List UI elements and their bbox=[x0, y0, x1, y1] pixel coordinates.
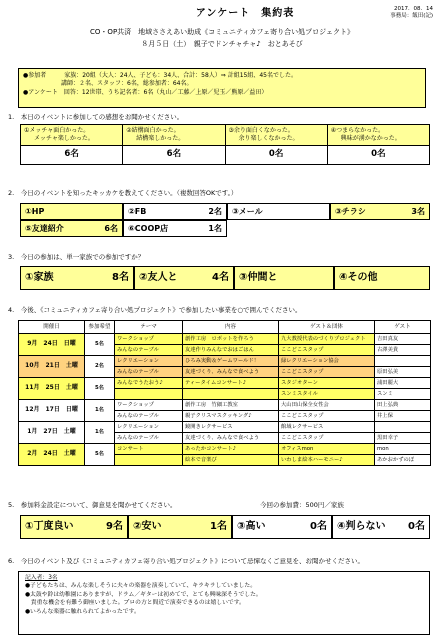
q4-guest-org: 九大教授代表のづくりプロジェクト bbox=[279, 334, 375, 345]
q4-theme: みんなのテーブル bbox=[115, 345, 183, 356]
q4-guest: 原田弘美 bbox=[375, 367, 431, 378]
q4-count: 5名 bbox=[85, 378, 115, 400]
q4-guest: 田上弘典 bbox=[375, 400, 431, 411]
report-date: 2017．08．14 bbox=[394, 6, 433, 12]
q6-question: 6. 今日のイベント及び《コミュニティカフェ寄り合い処プロジェクト》について忌憚なくご意見を、お聞かせください。 bbox=[8, 558, 364, 565]
q1-count-4: 0名 bbox=[327, 146, 429, 164]
page-title: アンケート 集約表 bbox=[195, 8, 295, 19]
q4-guest-org: スンミスタイル bbox=[279, 389, 375, 400]
q4-header-count: 参加希望 bbox=[85, 321, 115, 334]
q2-option-mail: ③メール bbox=[227, 203, 330, 220]
q4-theme: レクリエーション bbox=[115, 422, 183, 433]
q4-guest-org: スタジオターン bbox=[279, 378, 375, 389]
q4-count: 1名 bbox=[85, 422, 115, 444]
q3-option-friends: ②友人と 4名 bbox=[134, 266, 234, 290]
q6-comment-2: ●太鼓や鈴は幼稚園にありますが、ドラム／ギターは初めてで、とても興味深そうでした。 bbox=[25, 591, 262, 598]
q5-row bbox=[20, 515, 430, 539]
q2-option-fb: ②FB 2名 bbox=[123, 203, 227, 220]
q1-option-2: ②結構面白かった。 結構楽しかった。 bbox=[123, 125, 225, 146]
q4-guest-org: オフィスmon bbox=[279, 444, 375, 455]
q4-theme: ワークショップ bbox=[115, 400, 183, 411]
q4-guest: 井上保 bbox=[375, 411, 431, 422]
q6-comments-box bbox=[18, 571, 430, 635]
q4-content: 絵本で音楽び bbox=[183, 455, 279, 466]
subtitle-project: CO・OP共済 地域ささえあい助成《コミュニティカフェ寄り合い処プロジェクト》 bbox=[90, 28, 354, 36]
q4-guest: 黒田幸子 bbox=[375, 433, 431, 444]
q4-guest-org: ここどこスタップ bbox=[279, 411, 375, 422]
q2-option-friend: ⑤友達紹介 6名 bbox=[20, 220, 123, 237]
q4-count: 2名 bbox=[85, 356, 115, 378]
q4-guest: あかおかずのぼ bbox=[375, 455, 431, 466]
q4-count: 5名 bbox=[85, 444, 115, 466]
q2-row-1 bbox=[20, 203, 430, 220]
q4-content: ひろみ実動＆ゲームワールド！ bbox=[183, 356, 279, 367]
q4-theme: コンサート bbox=[115, 444, 183, 455]
q3-question: 3. 今日の参加は、単一家族での参加ですか？ bbox=[8, 253, 145, 261]
q4-content: 鏡開きレクサービス bbox=[183, 422, 279, 433]
q4-guest-org: 館域レクサービス bbox=[279, 422, 375, 433]
subtitle-event: ８月５日（土） 親子でドンチャチャ♪ おとあそび bbox=[141, 40, 303, 48]
q4-guest: 吉田真友 bbox=[375, 334, 431, 345]
table-row: 9月 24日 日曜 bbox=[19, 334, 85, 356]
q4-guest: 浦田麗大 bbox=[375, 378, 431, 389]
q4-content: 友達づくり、みんなで食べよう bbox=[183, 433, 279, 444]
q4-header-guest-org: ゲスト＆団体 bbox=[279, 321, 375, 334]
q4-guest-org: ここどこスタップ bbox=[279, 367, 375, 378]
q4-content: あったかコンサート♪ bbox=[183, 444, 279, 455]
q4-count: 1名 bbox=[85, 400, 115, 422]
q2-option-coop: ⑥COOP店 1名 bbox=[123, 220, 227, 237]
q6-comment-4: ●いろんな楽器に触れられてよかったです。 bbox=[25, 608, 140, 615]
q4-theme: みんなのテーブル bbox=[115, 367, 183, 378]
q4-header-date: 開催日 bbox=[19, 321, 85, 334]
q4-guest-org: 大山田山保全女性会 bbox=[279, 400, 375, 411]
q3-option-colleagues: ③仲間と bbox=[234, 266, 334, 290]
q2-row-2 bbox=[20, 220, 227, 237]
table-row: 10月 21日 土曜 bbox=[19, 356, 85, 378]
q4-theme: ワークショップ bbox=[115, 334, 183, 345]
q4-content: 友達づくり、みんなで食べよう bbox=[183, 367, 279, 378]
q4-guest-org: 緑レクリエーション協会 bbox=[279, 356, 375, 367]
q1-question: 1. 本日のイベントに参加しての感想をお聞かせください。 bbox=[8, 113, 184, 121]
table-row: 11月 25日 土曜 bbox=[19, 378, 85, 400]
q4-events-table bbox=[18, 320, 431, 466]
q4-header-guest: ゲスト bbox=[375, 321, 431, 334]
q4-theme: みんなのテーブル bbox=[115, 433, 183, 444]
q2-option-flyer: ③チラシ 3名 bbox=[330, 203, 430, 220]
q5-question: 5. 参加料金設定について、御意見を聞かせてください。 bbox=[8, 501, 177, 509]
q5-option-expensive: ③高い 0名 bbox=[232, 515, 332, 539]
q4-content: 友達作りみんなでおはごはん bbox=[183, 345, 279, 356]
table-row: 1月 27日 土曜 bbox=[19, 422, 85, 444]
q4-header-theme: テーマ bbox=[115, 321, 183, 334]
q4-guest: mon bbox=[375, 444, 431, 455]
q5-option-just-right: ①丁度良い 9名 bbox=[20, 515, 128, 539]
q6-note-head: 記入者：3名 bbox=[25, 575, 58, 581]
q1-option-1: ①メッチャ面白かった。 メッチャ楽しかった。 bbox=[21, 125, 123, 146]
q1-count-2: 6名 bbox=[123, 146, 225, 164]
table-row: 2月 24日 土曜 bbox=[19, 444, 85, 466]
table-row: 12月 17日 日曜 bbox=[19, 400, 85, 422]
q3-row bbox=[20, 266, 430, 290]
q1-table bbox=[20, 124, 430, 165]
q4-content: 創作工房 ロボットを作ろう bbox=[183, 334, 279, 345]
q4-guest-org: いわしま絵本ハーモニー♪ bbox=[279, 455, 375, 466]
q3-option-family: ①家族 8名 bbox=[20, 266, 134, 290]
office-label: 事務局：飯田(記) bbox=[390, 13, 433, 20]
q5-option-cheap: ②安い 1名 bbox=[128, 515, 232, 539]
q4-content bbox=[183, 389, 279, 400]
participants-line1: ●参加者 家族：20組（大人：24人、子ども：34人、合計：58人）⇒ 計組15組、45名でした。 bbox=[23, 72, 297, 79]
participants-line2: 講師：２名、スタッフ：6名，総参加者：64名。 bbox=[61, 80, 193, 88]
q4-guest-org: ここどこスタップ bbox=[279, 345, 375, 356]
q4-content: ティータイムコンサート♪ bbox=[183, 378, 279, 389]
participants-line3: ●アンケート 回答：12世帯、うち記名者：6名（丸山／工藤／上原／児玉／熊原／益田） bbox=[23, 88, 268, 96]
q4-theme bbox=[115, 455, 183, 466]
q4-content: 親子クリスマスクッキング♪ bbox=[183, 411, 279, 422]
q1-option-4: ④つまらなかった。 興味が湧かなかった。 bbox=[327, 125, 429, 146]
q4-theme: みんなでうたおう♪ bbox=[115, 378, 183, 389]
q1-count-1: 6名 bbox=[21, 146, 123, 164]
participants-box bbox=[18, 68, 426, 108]
q6-comment-1: ●子どもたちは、みんな楽しそうに夫々の楽器を演奏していて、キラキラしていました。 bbox=[25, 583, 257, 590]
q1-count-3: 0名 bbox=[225, 146, 327, 164]
q1-option-3: ③余り面白くなかった。 余り楽しくなかった。 bbox=[225, 125, 327, 146]
q4-question: 4. 今後、《コミュニティカフェ寄り合い処プロジェクト》で参加したい事業を○で囲んでください。 bbox=[8, 306, 302, 314]
q2-question: 2. 今日のイベントを知ったキッカケを教えてください。（複数回答OKです。） bbox=[8, 189, 238, 197]
q4-theme: レクリエーション bbox=[115, 356, 183, 367]
q4-count: 5名 bbox=[85, 334, 115, 356]
date-block bbox=[390, 6, 433, 20]
q5-option-unknown: ④判らない 0名 bbox=[332, 515, 430, 539]
q6-comment-3: 貴重な機会を有難う御座いました。プロの方と間近で演奏できるのは嬉しいです。 bbox=[25, 600, 245, 607]
q5-fee: 今回の参加費：500円／家族 bbox=[260, 501, 344, 509]
q4-guest: スンミ bbox=[375, 389, 431, 400]
q4-header-content: 内容 bbox=[183, 321, 279, 334]
q4-guest bbox=[375, 356, 431, 367]
q3-option-other: ④その他 bbox=[334, 266, 430, 290]
q4-theme: みんなのテーブル bbox=[115, 411, 183, 422]
q4-theme bbox=[115, 389, 183, 400]
q4-guest: 古澤美貴 bbox=[375, 345, 431, 356]
q2-option-hp: ①HP bbox=[20, 203, 123, 220]
q4-guest bbox=[375, 422, 431, 433]
q4-content: 創作工房 竹細工教室 bbox=[183, 400, 279, 411]
q4-guest-org: ここどこスタップ bbox=[279, 433, 375, 444]
